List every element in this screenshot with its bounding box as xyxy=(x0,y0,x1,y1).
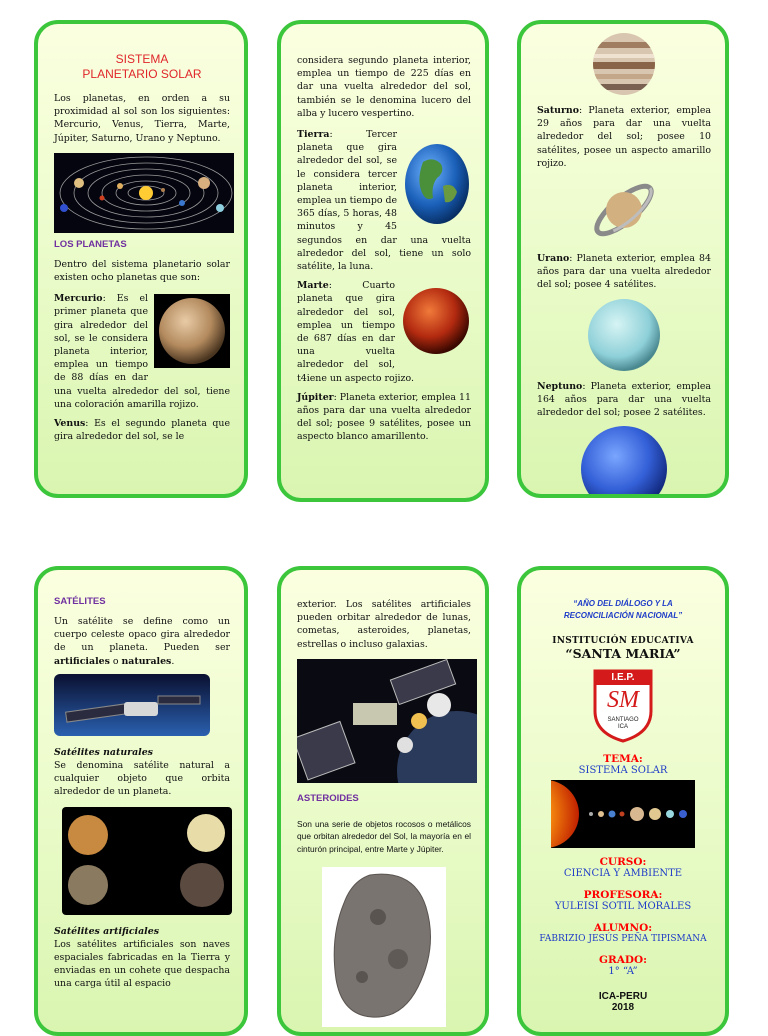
profesora-value: YULEISI SOTIL MORALES xyxy=(554,901,692,912)
curso-label: CURSO: xyxy=(599,856,647,868)
neptuno-name: Neptuno xyxy=(537,380,583,392)
solar-system-image xyxy=(54,153,230,233)
section-satelites: SATÉLITES xyxy=(54,596,106,607)
venus-name: Venus xyxy=(54,418,86,430)
neptuno-paragraph xyxy=(537,380,711,420)
logo-monogram: SM xyxy=(607,687,639,713)
satelites-continued: exterior. Los satélites artificiales pueden orbitar alrededor de lunas, cometas, asteroides, planetas, estrellas o incluso galaxias. xyxy=(297,599,471,650)
satelites-intro xyxy=(54,615,230,668)
mercurio-text: : Es el primer planeta que gira alrededor del sol, se le considera planeta interior, emplea un tiempo de 88 días en dar una vuelta alrededor del sol, tiene una coloración amarilla rojizo. xyxy=(54,293,230,410)
alumno-label: ALUMNO: xyxy=(593,922,653,934)
section-asteroides: ASTEROIDES xyxy=(297,792,359,804)
artificiales-title: Satélites artificiales xyxy=(54,925,159,937)
jupiter-image xyxy=(592,32,656,96)
venus-paragraph xyxy=(54,417,230,443)
panel-asteroides xyxy=(277,566,489,1036)
place: ICA-PERU xyxy=(598,991,648,1002)
venus-continued: considera segundo planeta interior, emplea un tiempo de 225 días en dar una vuelta alrededor del sol, también se le denomina lucero del alba y lucero vespertino. xyxy=(297,55,471,119)
curso-value: CIENCIA Y AMBIENTE xyxy=(563,868,683,879)
grado-value: 1° “A” xyxy=(608,966,638,977)
solar-system-banner xyxy=(551,780,695,848)
earth-image xyxy=(403,142,471,226)
panel-planetario xyxy=(34,20,248,498)
moons-image xyxy=(62,807,230,915)
mars-image xyxy=(401,287,471,355)
planets-intro-text: Dentro del sistema planetario solar existen ocho planetas que son: xyxy=(54,258,230,284)
venus-text: : Es el segundo planeta que gira alrededor del sol, se le xyxy=(54,418,230,443)
jupiter-name: Júpiter xyxy=(297,391,334,403)
panel-planetas-interiores xyxy=(277,20,489,502)
mercurio-name: Mercurio xyxy=(54,293,103,305)
saturno-text: : Planeta exterior, emplea 29 años para dar una vuelta alrededor del sol; posee 10 satélites, posee un aspecto amarillo rojizo. xyxy=(537,105,711,169)
logo-city: SANTIAGO xyxy=(607,717,639,723)
intro-part-e: . xyxy=(171,655,175,667)
jupiter-paragraph xyxy=(297,391,471,444)
mercury-image xyxy=(154,294,230,368)
tema-value: SISTEMA SOLAR xyxy=(578,765,668,776)
section-los-planetas: LOS PLANETAS xyxy=(54,238,127,250)
space-station-image xyxy=(297,659,471,783)
logo-region: ICA xyxy=(617,724,628,730)
naturales-title: Satélites naturales xyxy=(54,746,153,758)
alumno-value: FABRIZIO JESÚS PEÑA TIPISMANA xyxy=(539,934,707,944)
institution-label: INSTITUCIÓN EDUCATIVA xyxy=(552,636,694,646)
institution-name: “SANTA MARIA” xyxy=(565,646,681,661)
saturno-name: Saturno xyxy=(537,105,579,116)
satellite-image xyxy=(54,674,230,736)
intro-part-c: o xyxy=(109,655,122,667)
uranus-image xyxy=(587,298,661,372)
asteroides-text: Son una serie de objetos rocosos o metálicos que orbitan alrededor del Sol, la mayoría en el cinturón principal, entre Marte y Júpiter. xyxy=(297,818,471,854)
year: 2018 xyxy=(611,1002,635,1013)
neptune-image xyxy=(580,425,668,498)
neptuno-text: : Planeta exterior, emplea 164 años para dar una vuelta alrededor del sol; posee 2 satélites. xyxy=(537,380,711,419)
artificiales-text: Los satélites artificiales son naves espaciales fabricadas en la Tierra y enviadas en un cohete que despacha una carga útil al espacio xyxy=(54,938,230,990)
tierra-name: Tierra xyxy=(297,129,330,141)
intro-artificiales: artificiales xyxy=(54,655,110,667)
grado-label: GRADO: xyxy=(599,954,647,966)
tema-label: TEMA: xyxy=(603,753,643,765)
intro-part-a: Un satélite se define como un cuerpo celeste opaco gira alrededor de un planeta. Pueden ser xyxy=(54,616,230,654)
intro-text: Los planetas, en orden a su proximidad al sol son los siguientes: Mercurio, Venus, Tierra, Marte, Júpiter, Saturno, Urano y Neptuno. xyxy=(54,93,230,144)
urano-name: Urano xyxy=(537,253,570,265)
profesora-label: PROFESORA: xyxy=(583,889,663,901)
school-logo xyxy=(591,667,655,743)
saturn-image xyxy=(588,176,660,242)
marte-text: : Cuarto planeta que gira alrededor del sol, emplea un tiempo de 687 días en dar una vuelta alrededor del sol, t4iene un aspecto rojizo. xyxy=(297,280,414,384)
panel-planetas-exteriores xyxy=(517,20,729,498)
jupiter-text: : Planeta exterior, emplea 11 años para dar una vuelta alrededor del sol; posee 9 satélites, posee un aspecto blanco amarillento. xyxy=(297,391,471,443)
marte-name: Marte xyxy=(297,280,329,292)
intro-naturales: naturales xyxy=(121,655,172,667)
motto: “AÑO DEL DIÁLOGO Y LA RECONCILIACIÓN NACIONAL” xyxy=(563,599,683,620)
urano-paragraph xyxy=(537,252,711,292)
panel-satelites xyxy=(34,566,248,1036)
asteroid-image xyxy=(322,867,446,1027)
saturno-paragraph xyxy=(537,104,711,170)
tierra-text: : Tercer planeta que gira alrededor del sol, se le considera tercer planeta interior, emplea un tiempo de 365 días, 5 horas, 48 minutos y 45 segundos en dar una vuelta alrededor del sol, tiene un solo satélite, la luna. xyxy=(297,129,471,273)
logo-top-text: I.E.P. xyxy=(611,672,635,683)
panel-portada xyxy=(517,566,729,1036)
naturales-text: Se denomina satélite natural a cualquier objeto que orbita alrededor de un planeta. xyxy=(54,760,230,798)
brochure-title: SISTEMA PLANETARIO SOLAR xyxy=(82,52,202,81)
urano-text: : Planeta exterior, emplea 84 años para dar una vuelta alrededor del sol; posee 4 satélites. xyxy=(537,253,711,291)
